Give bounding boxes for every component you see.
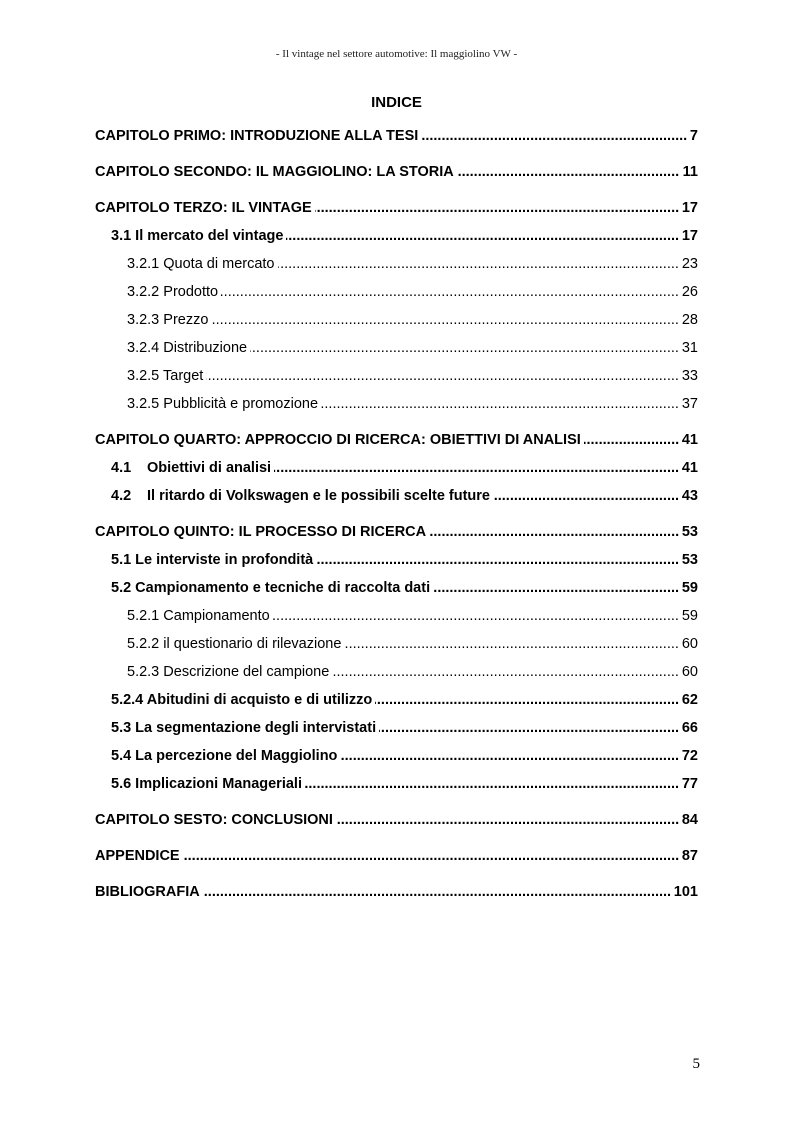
toc-entry-capitolo-primo[interactable]: ..... CAPITOLO PRIMO: INTRODUZIONE ALLA TESI 7 xyxy=(95,122,698,150)
running-header: - Il vintage nel settore automotive: Il maggiolino VW - xyxy=(275,48,518,60)
toc-entry-5-1[interactable]: ..... 5.1 Le interviste in profondità 53 xyxy=(95,546,698,574)
toc-entry-3-1[interactable]: ..... 3.1 Il mercato del vintage 17 xyxy=(95,222,698,250)
page-number: 5 xyxy=(692,1056,700,1072)
toc-entry-5-2-4[interactable]: ..... 5.2.4 Abitudini di acquisto e di utilizzo 62 xyxy=(95,686,698,714)
toc-entry-bibliografia[interactable]: ..... BIBLIOGRAFIA 101 xyxy=(95,878,698,906)
toc-entry-capitolo-sesto[interactable]: ..... CAPITOLO SESTO: CONCLUSIONI 84 xyxy=(95,806,698,834)
toc-entry-capitolo-quarto[interactable]: ..... CAPITOLO QUARTO: APPROCCIO DI RICERCA: OBIETTIVI DI ANALISI 41 xyxy=(95,426,698,454)
toc-entry-5-2[interactable]: ..... 5.2 Campionamento e tecniche di raccolta dati 59 xyxy=(95,574,698,602)
toc-entry-5-2-1[interactable]: ..... 5.2.1 Campionamento 59 xyxy=(95,602,698,630)
toc-entry-5-6[interactable]: ..... 5.6 Implicazioni Manageriali 77 xyxy=(95,770,698,798)
toc-entry-capitolo-secondo[interactable]: ..... CAPITOLO SECONDO: IL MAGGIOLINO: LA STORIA 11 xyxy=(95,158,698,186)
toc-entry-4-2[interactable]: ..... 4.2 Il ritardo di Volkswagen e le possibili scelte future 43 xyxy=(95,482,698,510)
toc-entry-5-2-2[interactable]: ..... 5.2.2 il questionario di rilevazione 60 xyxy=(95,630,698,658)
table-of-contents xyxy=(95,122,698,906)
toc-entry-5-4[interactable]: ..... 5.4 La percezione del Maggiolino 72 xyxy=(95,742,698,770)
toc-entry-3-2-1[interactable]: ..... 3.2.1 Quota di mercato 23 xyxy=(95,250,698,278)
toc-entry-5-2-3[interactable]: ..... 5.2.3 Descrizione del campione 60 xyxy=(95,658,698,686)
toc-entry-4-1[interactable]: ..... 4.1 Obiettivi di analisi 41 xyxy=(95,454,698,482)
toc-entry-3-2-5-target[interactable]: ..... 3.2.5 Target 33 xyxy=(95,362,698,390)
toc-entry-appendice[interactable]: ..... APPENDICE 87 xyxy=(95,842,698,870)
toc-entry-capitolo-terzo[interactable]: ..... CAPITOLO TERZO: IL VINTAGE 17 xyxy=(95,194,698,222)
toc-entry-3-2-3[interactable]: ..... 3.2.3 Prezzo 28 xyxy=(95,306,698,334)
toc-entry-3-2-2[interactable]: ..... 3.2.2 Prodotto 26 xyxy=(95,278,698,306)
toc-entry-5-3[interactable]: ..... 5.3 La segmentazione degli intervistati 66 xyxy=(95,714,698,742)
toc-entry-capitolo-quinto[interactable]: ..... CAPITOLO QUINTO: IL PROCESSO DI RICERCA 53 xyxy=(95,518,698,546)
toc-title: INDICE xyxy=(371,94,422,111)
toc-entry-3-2-5-pubblicita[interactable]: ..... 3.2.5 Pubblicità e promozione 37 xyxy=(95,390,698,418)
toc-entry-3-2-4[interactable]: ..... 3.2.4 Distribuzione 31 xyxy=(95,334,698,362)
